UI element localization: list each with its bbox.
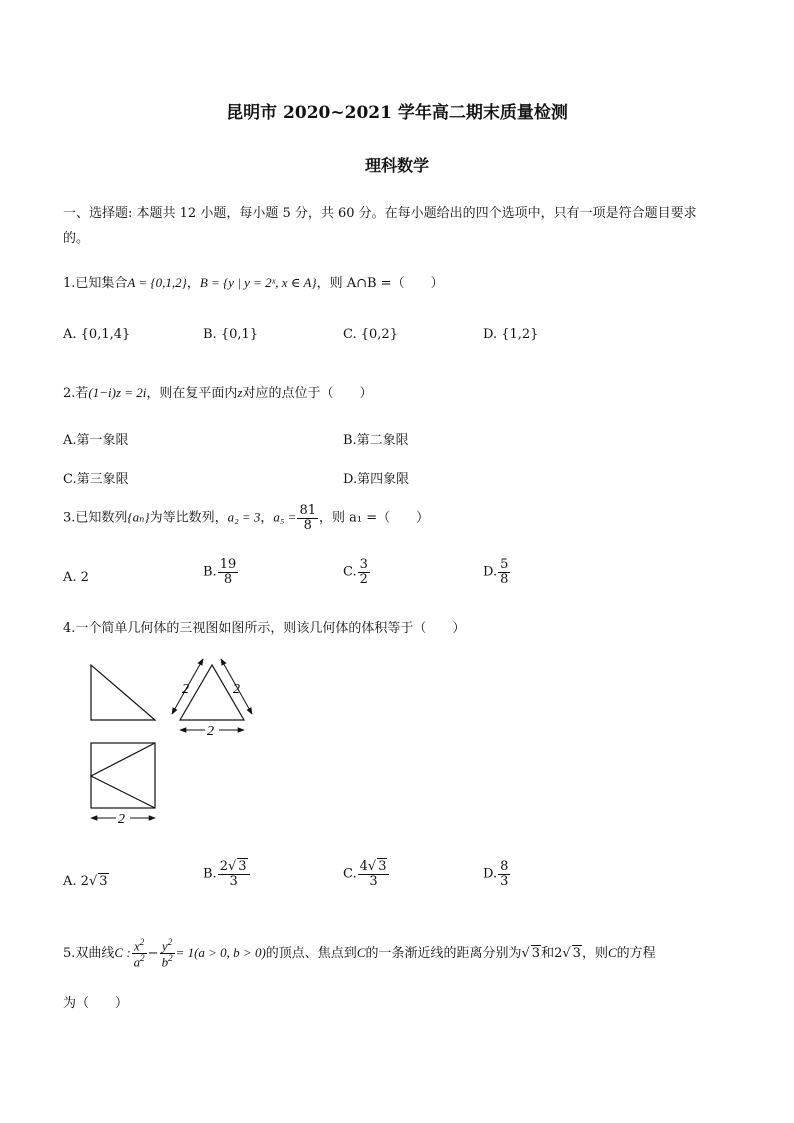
- page-subtitle: 理科数学: [364, 156, 429, 175]
- section-intro-line1: 一、选择题: 本题共 12 小题，每小题 5 分，共 60 分。在每小题给出的四个选项中，只有一项是符合题目要求: [63, 206, 697, 221]
- q1-sep: ，: [186, 276, 200, 291]
- q1-set-b: B = {y | y = 2ˣ, x ∈ A}: [199, 275, 317, 290]
- q1-suffix: ，则 A∩B =（ ）: [316, 276, 444, 291]
- q1-option-b: B. {0,1}: [203, 327, 259, 342]
- q2-option-d: D.第四象限: [343, 472, 410, 487]
- q3-option-c-fraction: $\frac{3}{2}$: [359, 557, 368, 587]
- q4-option-c-fraction: $\frac{4√ 3}{3}$: [358, 860, 390, 888]
- q2-var: z: [237, 385, 243, 400]
- question-5-stem: 5.双曲线C : $\frac{x^2}{a^2}$ − $\frac{y^2}{b^2}$ = 1(a > 0, b > 0)的顶点、焦点到C的一条渐近线的距离分别为√ 3和2√ 3，则C的方程: [63, 937, 656, 970]
- side-right-dim-label: 2: [233, 682, 240, 697]
- q1-prefix: 1.已知集合: [63, 276, 128, 291]
- q2-expr: (1−i)z = 2i: [88, 385, 147, 400]
- q3-option-a: A. 2: [63, 570, 89, 585]
- sqrt-icon: √: [88, 874, 98, 889]
- q2-option-a: A.第一象限: [63, 433, 129, 448]
- q2-suffix: 对应的点位于（ ）: [242, 386, 373, 401]
- sqrt-icon: √: [367, 859, 377, 874]
- q3-option-d: D. $\frac{5}{8}$: [483, 557, 509, 587]
- section-intro-line2: 的。: [63, 231, 90, 246]
- q3-prefix: 3.已知数列: [63, 510, 128, 526]
- q1-option-c: C. {0,2}: [343, 327, 398, 342]
- q4-option-c: C. $\frac{4√ 3}{3}$: [343, 860, 390, 888]
- sqrt-icon: √: [227, 859, 237, 874]
- q4-option-a: A. 2√ 3: [63, 874, 108, 889]
- front-view-triangle: [91, 665, 155, 720]
- sqrt-icon: √: [562, 945, 571, 961]
- q2-prefix: 2.若: [63, 386, 89, 401]
- q3-a5-fraction: $\frac{81}{8}$: [299, 503, 316, 533]
- q3-mid1: 为等比数列，: [149, 510, 228, 526]
- q3-seq: {aₙ}: [127, 509, 150, 525]
- q3-option-c: C. $\frac{3}{2}$: [343, 557, 368, 587]
- q4-option-d-fraction: $\frac{8}{3}$: [500, 859, 509, 889]
- q2-mid: ，则在复平面内: [146, 386, 238, 401]
- q3-sep: ，: [260, 510, 274, 526]
- q3-option-b-fraction: $\frac{19}{8}$: [219, 557, 237, 587]
- side-left-dim-label: 2: [182, 682, 189, 697]
- top-bottom-dim-label: 2: [118, 812, 125, 827]
- q2-option-c: C.第三象限: [63, 472, 129, 487]
- q5-line2: 为（ ）: [63, 996, 129, 1011]
- sqrt-icon: √: [521, 945, 530, 961]
- top-view-inner-triangle: [91, 743, 155, 808]
- q1-set-a: A = {0,1,2}: [127, 275, 187, 290]
- q3-a5-lhs: a₅ =: [273, 509, 297, 525]
- q5-y-term: $\frac{y^2}{b^2}$: [161, 937, 173, 970]
- q2-option-b: B.第二象限: [343, 433, 409, 448]
- q3-suffix: ，则 a₁ =（ ）: [319, 510, 430, 526]
- q1-option-a: A. {0,1,4}: [63, 327, 131, 342]
- q3-option-b: B. $\frac{19}{8}$: [203, 557, 237, 587]
- question-4-stem: 4.一个简单几何体的三视图如图所示，则该几何体的体积等于（ ）: [63, 621, 466, 636]
- q3-a2: a₂ = 3: [227, 509, 261, 525]
- side-bottom-dim-label: 2: [207, 724, 214, 739]
- q4-option-b: B. $\frac{2√ 3}{3}$: [203, 860, 251, 888]
- q4-option-b-fraction: $\frac{2√ 3}{3}$: [218, 860, 250, 888]
- q3-option-d-fraction: $\frac{5}{8}$: [500, 557, 509, 587]
- q4-option-d: D. $\frac{8}{3}$: [483, 859, 509, 889]
- q1-option-d: D. {1,2}: [483, 327, 539, 342]
- top-view-square: [91, 743, 155, 808]
- q5-x-term: $\frac{x^2}{a^2}$: [133, 937, 145, 970]
- page-title: 昆明市 2020~2021 学年高二期末质量检测: [226, 103, 568, 123]
